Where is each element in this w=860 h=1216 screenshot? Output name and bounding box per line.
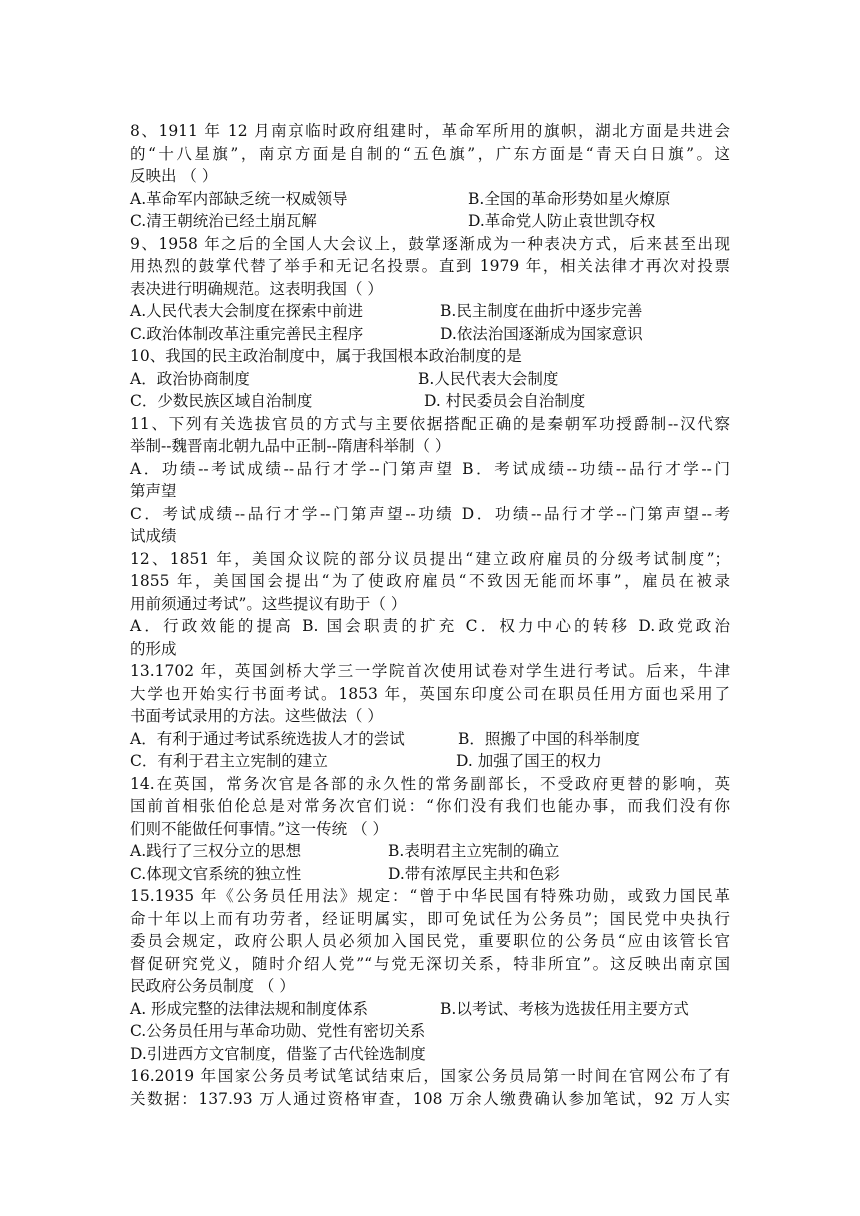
question-11 — [130, 413, 730, 548]
option-c: C．少数民族区域自治制度 — [130, 392, 313, 410]
question-10-options-row-2 — [130, 390, 730, 413]
question-9-options-row-2 — [130, 323, 730, 346]
option-b: B.人民代表大会制度 — [418, 369, 559, 388]
question-15-line-4: 督促研究党义，随时介绍人党”“与党无深切关系，特非所宜”。这反映出南京国 — [130, 954, 730, 973]
option-c: C．有利于君主立宪制的建立 — [130, 752, 328, 770]
question-11-line-3: A．功绩--考试成绩--品行才学--门第声望 B．考试成绩--功绩--品行才学--门 — [130, 459, 730, 478]
question-9-line-1: 9、1958 年之后的全国人大会议上，鼓掌逐渐成为一种表决方式，后来甚至出现 — [130, 234, 730, 253]
question-13-line-3: 书面考试录用的方法。这些做法（ ） — [130, 707, 383, 725]
question-14-line-1: 14.在英国，常务次官是各部的永久性的常务副部长，不受政府更替的影响，英 — [130, 774, 730, 793]
option-d: D.引进西方文官制度，借鉴了古代铨选制度 — [130, 1044, 426, 1063]
question-12-line-1: 12、1851 年，美国众议院的部分议员提出“建立政府雇员的分级考试制度”； — [130, 549, 730, 568]
question-11-line-6: 试成绩 — [130, 527, 177, 545]
question-15-line-5: 民政府公务员制度 （ ） — [130, 977, 295, 995]
question-8 — [130, 120, 730, 233]
question-11-line-5: C．考试成绩--品行才学--门第声望--功绩 D．功绩--品行才学--门第声望--考 — [130, 504, 730, 523]
question-11-line-4: 第声望 — [130, 482, 177, 500]
option-d: D.带有浓厚民主共和色彩 — [388, 864, 560, 883]
question-12-line-2: 1855 年，美国国会提出“为了使政府雇员“不致因无能而坏事”，雇员在被录 — [130, 572, 730, 590]
question-13-line-2: 大学也开始实行书面考试。1853 年，英国东印度公司在职员任用方面也采用了 — [130, 684, 730, 703]
option-a: A．有利于通过考试系统选拔人才的尝试 — [130, 729, 405, 748]
question-13 — [130, 660, 730, 773]
question-8-options-row-1 — [130, 188, 730, 211]
question-8-options-row-2 — [130, 210, 730, 233]
option-a: A．政治协商制度 — [130, 369, 250, 388]
question-8-line-2: 的“十八星旗”，南京方面是自制的“五色旗”，广东方面是“青天白日旗”。这 — [130, 144, 730, 163]
question-9-options-row-1 — [130, 300, 730, 323]
option-a: A.践行了三权分立的思想 — [130, 842, 302, 860]
question-14 — [130, 773, 730, 886]
question-16-line-1: 16.2019 年国家公务员考试笔试结束后，国家公务员局第一时间在官网公布了有 — [130, 1067, 730, 1085]
option-c: C.政治体制改革注重完善民主程序 — [130, 324, 364, 343]
question-9 — [130, 233, 730, 346]
option-a: A.人民代表大会制度在探索中前进 — [130, 302, 364, 320]
question-14-options-row-2 — [130, 863, 730, 886]
question-14-options-row-1 — [130, 840, 730, 863]
question-9-line-3: 表决进行明确规范。这表明我国（ ） — [130, 279, 383, 298]
option-c: C.清王朝统治已经土崩瓦解 — [130, 212, 317, 230]
option-b: B.民主制度在曲折中逐步完善 — [440, 302, 643, 320]
question-9-line-2: 用热烈的鼓掌代替了举手和无记名投票。直到 1979 年，相关法律才再次对投票 — [130, 257, 730, 275]
option-d: D.革命党人防止袁世凯夺权 — [468, 212, 656, 230]
question-12 — [130, 548, 730, 661]
question-13-options-row-1 — [130, 728, 730, 751]
question-12-line-4: A．行政效能的提高 B. 国会职责的扩充 C．权力中心的转移 D.政党政治 — [130, 617, 730, 635]
question-11-line-2: 举制--魏晋南北朝九品中正制--隋唐科举制（ ） — [130, 437, 451, 455]
option-d: D. 加强了国王的权力 — [456, 752, 602, 770]
question-15-line-1: 15.1935 年《公务员任用法》规定：“曾于中华民国有特殊功勋，或致力国民革 — [130, 887, 730, 905]
question-10 — [130, 345, 730, 413]
question-14-line-3: 们则不能做任何事情。”这一传统 （ ） — [130, 819, 389, 838]
question-11-line-1: 11、下列有关选拔官员的方式与主要依据搭配正确的是秦朝军功授爵制--汉代察 — [130, 414, 730, 433]
option-b: B.以考试、考核为选拔任用主要方式 — [440, 999, 689, 1018]
option-b: B.全国的革命形势如星火燎原 — [468, 189, 671, 208]
question-10-line-1: 10、我国的民主政治制度中，属于我国根本政治制度的是 — [130, 347, 522, 365]
question-12-line-3: 用前须通过考试”。这些提议有助于（ ） — [130, 594, 407, 613]
question-15-options-row-1 — [130, 998, 730, 1021]
question-12-line-5: 的形成 — [130, 639, 177, 658]
question-13-options-row-2 — [130, 750, 730, 773]
option-d: D. 村民委员会自治制度 — [424, 392, 586, 410]
question-list — [130, 120, 730, 1110]
question-15-line-2: 命十年以上而有功劳者，经证明属实，即可免试任为公务员”；国民党中央执行 — [130, 909, 730, 928]
question-8-line-3: 反映出 （ ） — [130, 167, 218, 185]
option-c: C.公务员任用与革命功勋、党性有密切关系 — [130, 1022, 426, 1040]
option-a: A.革命军内部缺乏统一权威领导 — [130, 189, 348, 208]
option-a: A. 形成完整的法律法规和制度体系 — [130, 999, 369, 1018]
question-8-line-1: 8、1911 年 12 月南京临时政府组建时，革命军所用的旗帜，湖北方面是共进会 — [130, 122, 730, 140]
option-b: B.表明君主立宪制的确立 — [388, 842, 560, 860]
question-16 — [130, 1065, 730, 1110]
question-10-options-row-1 — [130, 368, 730, 391]
question-14-line-2: 国前首相张伯伦总是对常务次官们说：“你们没有我们也能办事，而我们没有你 — [130, 797, 730, 815]
option-b: B．照搬了中国的科举制度 — [458, 729, 640, 748]
question-13-line-1: 13.1702 年，英国剑桥大学三一学院首次使用试卷对学生进行考试。后来，牛津 — [130, 662, 730, 680]
option-d: D.依法治国逐渐成为国家意识 — [440, 324, 643, 343]
option-c: C.体现文官系统的独立性 — [130, 864, 302, 883]
question-15 — [130, 885, 730, 1065]
question-15-line-3: 委员会规定，政府公职人员必须加入国民党，重要职位的公务员“应由该管长官 — [130, 932, 730, 950]
question-16-line-2: 关数据：137.93 万人通过资格审查，108 万余人缴费确认参加笔试，92 万人实 — [130, 1089, 730, 1108]
